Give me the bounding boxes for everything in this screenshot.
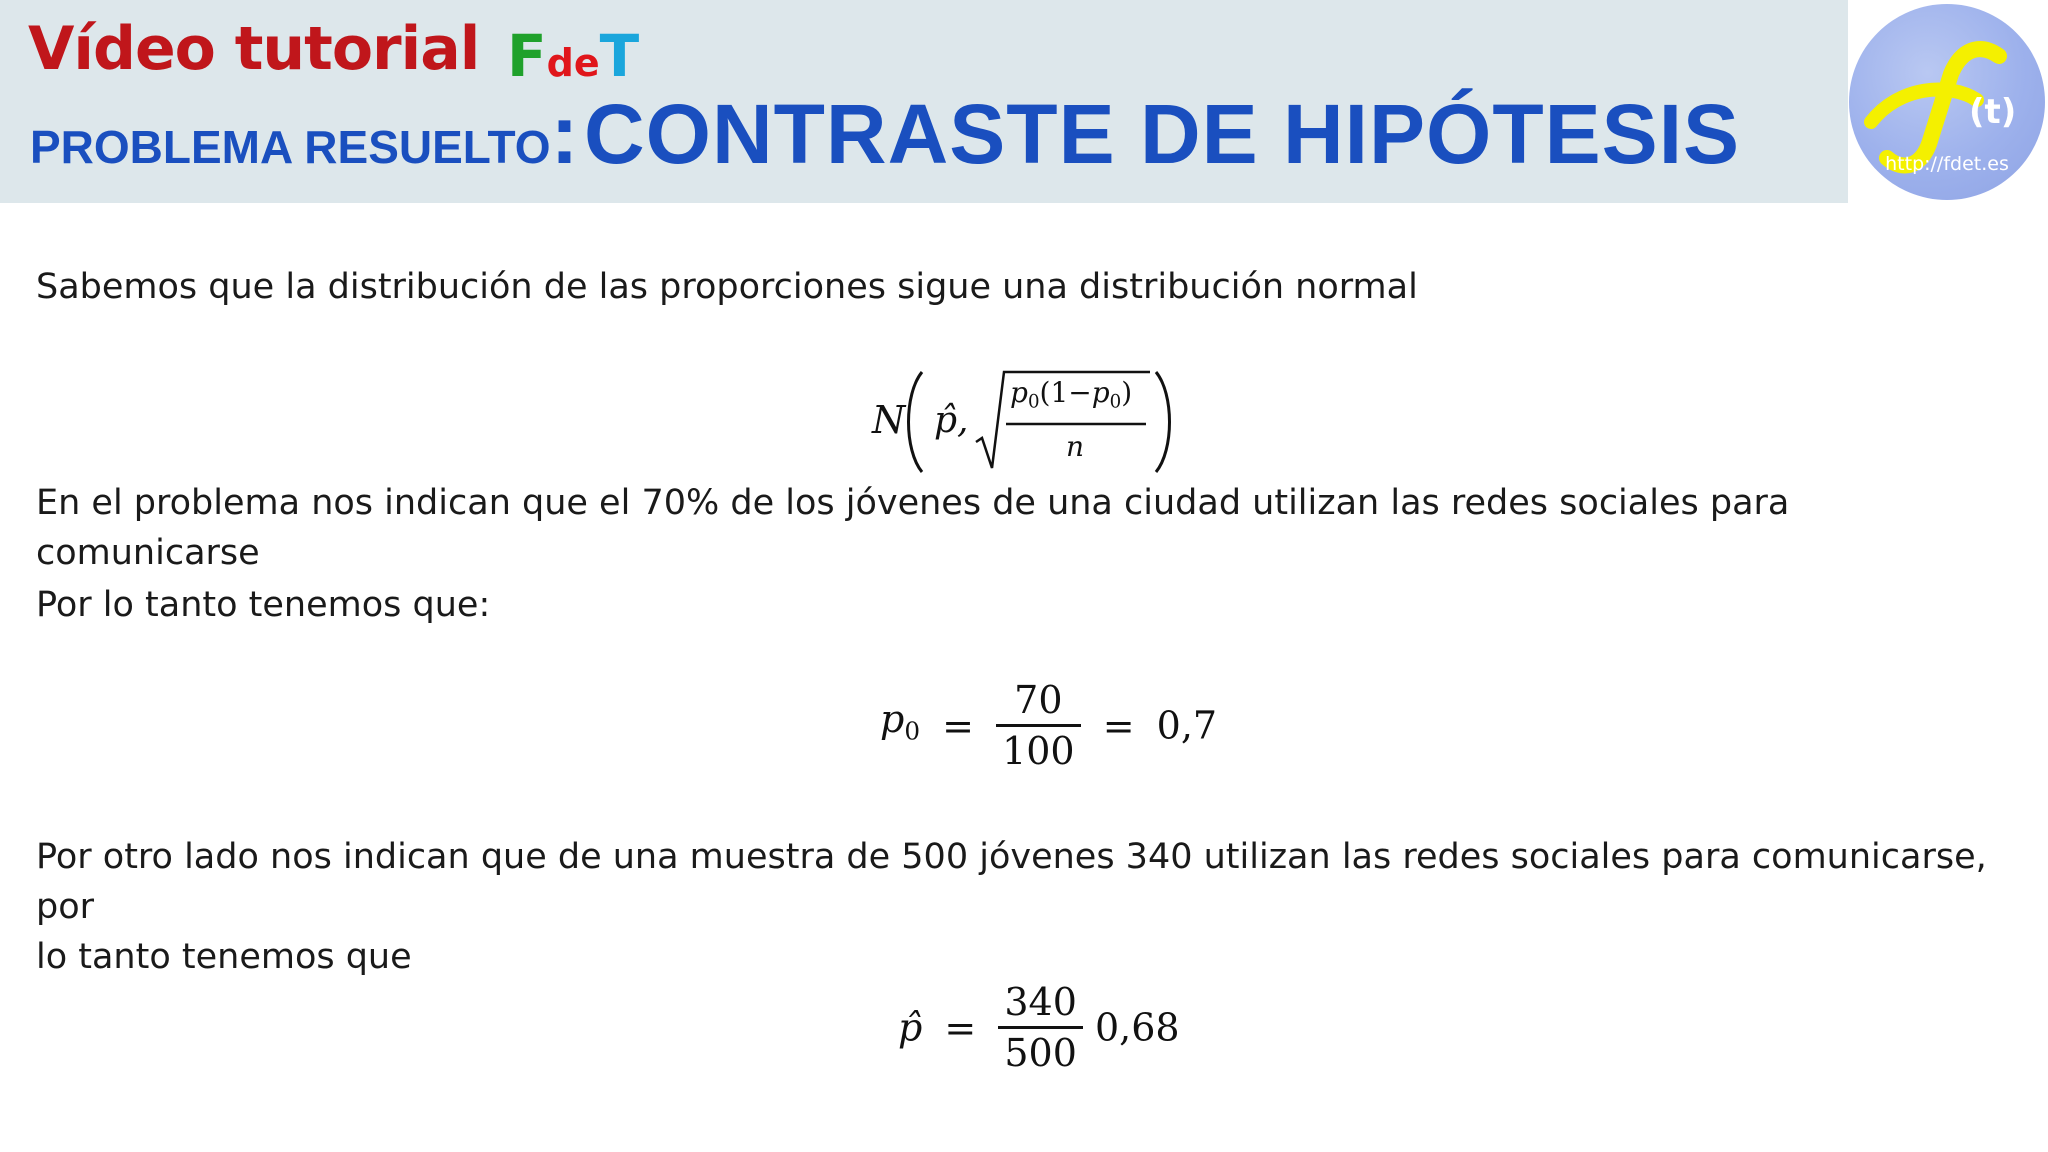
normal-n-symbol: N <box>872 398 906 442</box>
paragraph-therefore: Por lo tanto tenemos que: <box>36 585 491 625</box>
sqrt-denominator: n <box>1066 430 1085 463</box>
paragraph-sample <box>36 832 2016 982</box>
fraction-denominator: 500 <box>1004 1031 1077 1075</box>
equals-sign: = <box>944 1005 977 1050</box>
fraction-denominator: 100 <box>1002 729 1075 773</box>
fraction-340-500 <box>998 978 1083 1077</box>
fraction-70-100 <box>996 676 1081 775</box>
video-tutorial-title: Vídeo tutorial <box>28 14 480 84</box>
main-title: CONTRASTE DE HIPÓTESIS <box>583 87 1741 181</box>
header-banner <box>0 0 1848 203</box>
p-hat-lhs: p̂ <box>898 1005 923 1050</box>
brand-letters-de: de <box>546 41 600 85</box>
fraction-numerator: 70 <box>1014 678 1063 722</box>
equals-sign: = <box>942 703 974 748</box>
brand-letter-f: F <box>507 22 547 90</box>
p0-result: 0,7 <box>1156 703 1218 748</box>
brand-letter-t: T <box>599 22 640 90</box>
title-separator: : <box>550 87 580 181</box>
problem-solved-label: PROBLEMA RESUELTO <box>30 121 551 173</box>
p0-symbol: p0 <box>880 697 921 746</box>
formula-p-hat <box>898 978 1180 1077</box>
header-title-line <box>28 14 479 94</box>
brand-fdet <box>507 22 639 90</box>
p-hat-symbol: p̂, <box>934 400 969 441</box>
fdet-logo <box>1849 4 2045 200</box>
sqrt-numerator: p0(1−p0) <box>1010 376 1133 413</box>
p-hat-result: 0,68 <box>1094 1005 1180 1050</box>
equals-sign: = <box>1102 703 1135 748</box>
logo-paren-t: (t) <box>1969 92 2017 132</box>
fraction-numerator: 340 <box>1004 980 1077 1024</box>
paragraph-problem-statement: En el problema nos indican que el 70% de los jóvenes de una ciudad utilizan las redes sociales para comunicarse <box>36 483 1790 573</box>
paragraph-sample-line2: lo tanto tenemos que <box>36 937 412 977</box>
formula-p0 <box>880 676 1217 775</box>
paragraph-normal-distribution: Sabemos que la distribución de las proporciones sigue una distribución normal <box>36 267 1418 307</box>
header-subtitle-line <box>30 86 1740 183</box>
paragraph-sample-line1: Por otro lado nos indican que de una muestra de 500 jóvenes 340 utilizan las redes sociales para comunicarse, por <box>36 837 1987 927</box>
logo-url: http://fdet.es <box>1885 153 2009 175</box>
